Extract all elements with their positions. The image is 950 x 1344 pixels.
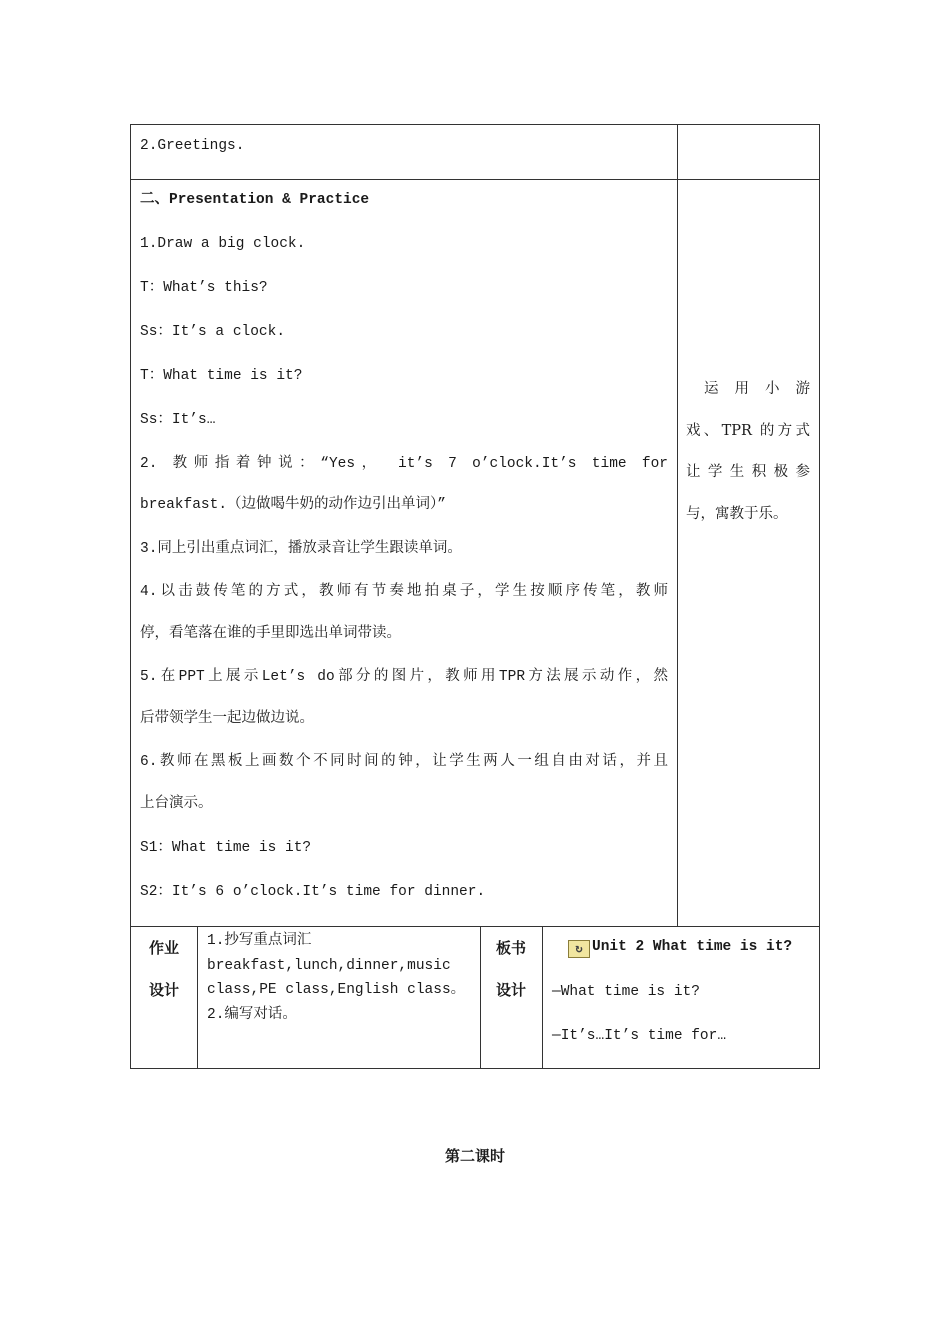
step-line: S2：It’s 6 o’clock.It’s time for dinner. <box>140 884 486 900</box>
design-note-line: 与，寓教于乐。 <box>686 506 788 522</box>
homework-content: 1.抄写重点词汇breakfast,lunch,dinner,music class,PE class,English class。2.编写对话。 <box>207 933 466 1023</box>
table-border-right <box>819 124 820 1069</box>
step-line: 5.在PPT上展示Let’s do部分的图片，教师用TPR方法展示动作，然 <box>140 669 668 685</box>
step-line: 6.教师在黑板上画数个不同时间的钟，让学生两人一组自由对话，并且 <box>140 754 668 770</box>
step-line: T：What’s this? <box>140 280 268 296</box>
board-title: Unit 2 What time is it? <box>592 939 793 955</box>
col-divider-main <box>677 124 678 927</box>
step-line: Ss：It’s a clock. <box>140 324 286 340</box>
row-divider-2 <box>130 926 820 927</box>
step-line: breakfast.（边做喝牛奶的动作边引出单词）” <box>140 497 446 513</box>
design-note-line: 让 学 生 积 极 参 <box>686 464 810 480</box>
board-label-2: 设计 <box>495 981 526 999</box>
step-line: 停，看笔落在谁的手里即选出单词带读。 <box>140 626 401 642</box>
step-line: 2. 教师指着钟说：“Yes， it’s 7 o’clock.It’s time for <box>140 456 668 472</box>
homework-label-1: 作业 <box>148 939 179 957</box>
step-line: Ss：It’s… <box>140 412 216 428</box>
step-line: 后带领学生一起边做边说。 <box>140 711 314 727</box>
row-divider-1 <box>130 179 820 180</box>
step-line: 1.Draw a big clock. <box>140 236 306 252</box>
table-border-top <box>130 124 820 125</box>
section-title: 第二课时 <box>444 1147 505 1165</box>
col-divider-hw-label <box>197 926 198 1069</box>
board-title-row <box>568 937 792 958</box>
board-line-1: —What time is it? <box>552 984 700 1000</box>
refresh-icon: ↻ <box>568 940 590 958</box>
greetings-text: 2.Greetings. <box>140 138 245 154</box>
design-note-line: 运 用 小 游 <box>704 381 810 397</box>
step-line: S1：What time is it? <box>140 840 312 856</box>
board-label-1: 板书 <box>495 939 526 957</box>
table-border-bottom <box>130 1068 820 1069</box>
col-divider-board-label <box>542 926 543 1069</box>
board-line-2: —It’s…It’s time for… <box>552 1028 727 1044</box>
step-line: T：What time is it? <box>140 368 303 384</box>
design-note-line: 戏、TPR 的方式 <box>686 423 810 439</box>
table-border-left <box>130 124 131 1069</box>
presentation-title: 二、Presentation & Practice <box>140 192 370 208</box>
step-line: 3.同上引出重点词汇，播放录音让学生跟读单词。 <box>140 541 462 557</box>
step-line: 4.以击鼓传笔的方式，教师有节奏地拍桌子，学生按顺序传笔，教师 <box>140 584 668 600</box>
homework-label-2: 设计 <box>148 981 179 999</box>
step-line: 上台演示。 <box>140 796 213 812</box>
